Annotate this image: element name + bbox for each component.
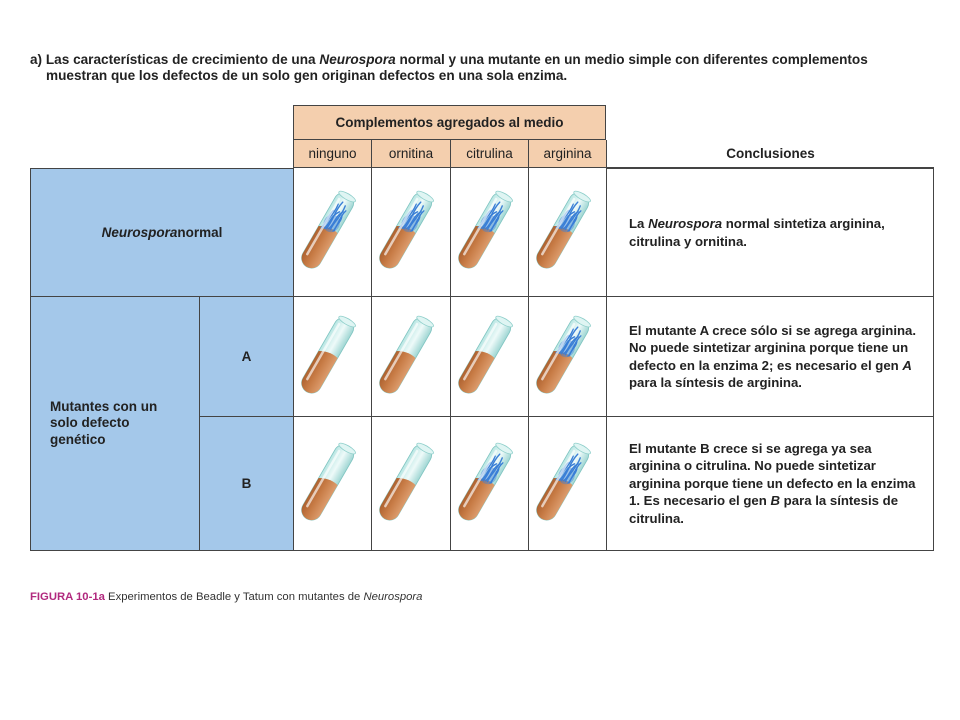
tube-cell: [528, 417, 606, 551]
column-header-ninguno: ninguno: [293, 140, 371, 168]
figure-heading: [30, 52, 945, 84]
conclusion-normal-text-1: La: [629, 216, 649, 231]
tube-cell: [371, 297, 450, 417]
tube-cell: [528, 168, 606, 297]
test-tube-icon: [297, 435, 369, 533]
tube-cell: [450, 417, 528, 551]
test-tube-icon: [454, 183, 526, 281]
tube-cell: [371, 168, 450, 297]
conclusions-header-spacer: [606, 105, 934, 140]
test-tube-icon: [297, 308, 369, 406]
row-label-mutant-b: B: [199, 417, 293, 551]
test-tube-icon: [297, 183, 369, 281]
column-header-arginina: arginina: [528, 140, 606, 168]
conclusion-b-text-2: para la síntesis de citrulina.: [629, 493, 899, 526]
figure-number: FIGURA 10-1a: [30, 591, 105, 603]
conclusion-normal: [606, 168, 934, 297]
heading-italic: Neurospora: [319, 52, 396, 67]
test-tube-icon: [532, 183, 604, 281]
heading-prefix: a) Las características de crecimiento de una: [30, 52, 320, 67]
row-label-mutants: Mutantes con un solo defecto genético: [30, 297, 199, 551]
heading-suffix: normal y una mutante en un medio simple con diferentes complementos: [395, 52, 868, 67]
conclusion-normal-text-2: normal sintetiza arginina, citrulina y ornitina.: [629, 216, 885, 249]
supplements-header: Complementos agregados al medio: [293, 105, 606, 140]
caption-italic: Neurospora: [363, 591, 423, 603]
figure-caption: [30, 591, 422, 603]
tube-cell: [293, 168, 371, 297]
row-label-mutant-a: A: [199, 297, 293, 417]
conclusions-header: Conclusiones: [606, 140, 934, 168]
column-header-citrulina: citrulina: [450, 140, 528, 168]
caption-text: Experimentos de Beadle y Tatum con mutantes de: [104, 591, 364, 603]
tube-cell: [450, 297, 528, 417]
test-tube-icon: [375, 435, 447, 533]
heading-line-2: muestran que los defectos de un solo gen originan defectos en una sola enzima.: [46, 68, 568, 83]
conclusion-b-italic: B: [770, 493, 781, 509]
row-label-normal-italic: Neurospora: [101, 225, 178, 240]
conclusion-b-text-1: El mutante B crece si se agrega ya sea arginina o citrulina. No puede sintetizar arginina porque tiene un defecto en la enzima 1. Es necesario el gen: [629, 440, 916, 509]
conclusion-mutant-b: [606, 417, 934, 551]
results-table: [30, 105, 934, 553]
test-tube-icon: [532, 435, 604, 533]
tube-cell: [293, 417, 371, 551]
row-label-normal: [30, 168, 293, 297]
conclusion-a-text-2: para la síntesis de arginina.: [629, 375, 802, 390]
test-tube-icon: [532, 308, 604, 406]
tube-cell: [293, 297, 371, 417]
tube-cell: [371, 417, 450, 551]
conclusion-a-text-1: El mutante A crece sólo si se agrega arginina. No puede sintetizar arginina porque tiene un defecto en la enzima 2; es necesario el gen: [629, 322, 917, 373]
tube-cell: [450, 168, 528, 297]
test-tube-icon: [454, 435, 526, 533]
test-tube-icon: [375, 183, 447, 281]
tube-cell: [528, 297, 606, 417]
table-corner: [30, 105, 293, 168]
test-tube-icon: [375, 308, 447, 406]
conclusion-a-italic: A: [902, 357, 912, 373]
row-label-normal-rest: normal: [177, 225, 223, 240]
conclusion-normal-italic: Neurospora: [648, 216, 723, 231]
test-tube-icon: [454, 308, 526, 406]
conclusion-mutant-a: [606, 297, 934, 417]
column-header-ornitina: ornitina: [371, 140, 450, 168]
